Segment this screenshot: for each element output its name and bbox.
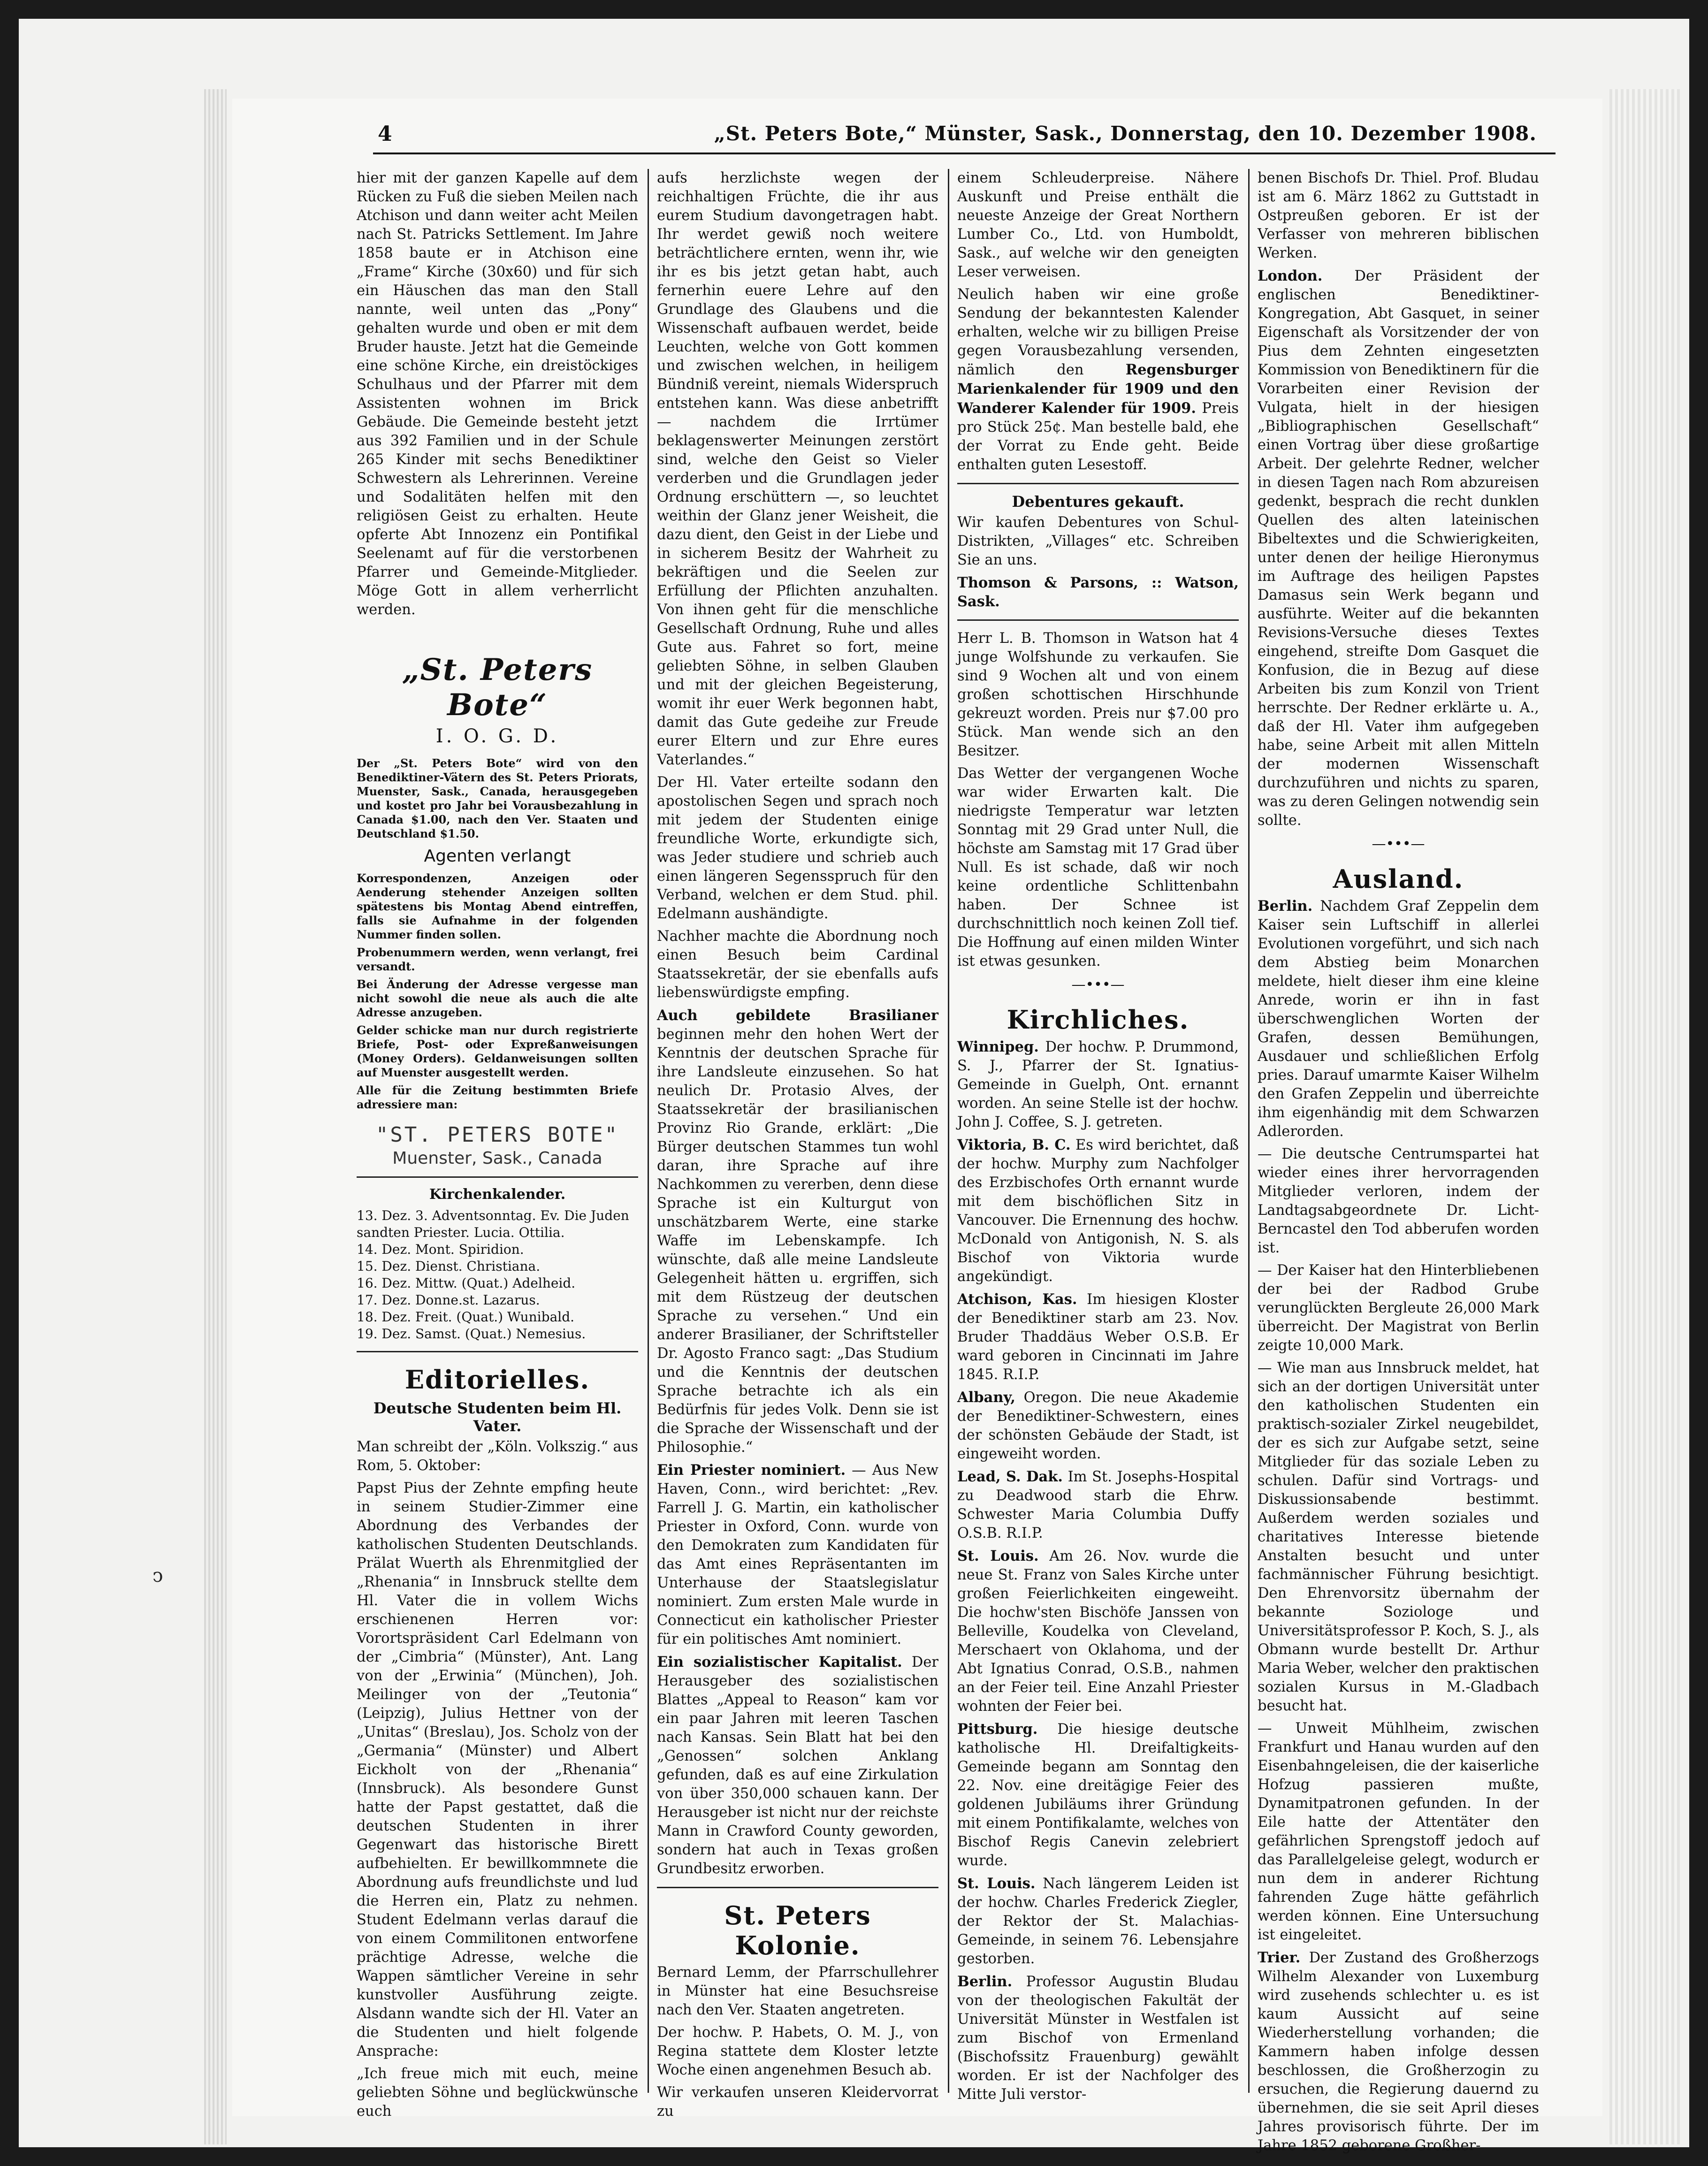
news-item: — Unweit Mühlheim, zwischen Frankfurt und Hanau wurden auf den Eisenbahngeleisen, die der kaiserliche Hofzug passieren mußte, Dynamitpatronen gefunden. In der Eile hatte der Attentäter den gefährlichen Sprengstoff jedoch auf das Parallelgeleise gelegt, wodurch er nun dem in anderer Richtung fahrenden Zuge hätte gefährlich werden können. Eine Untersuchung ist eingeleitet.	[1258, 1720, 1539, 1943]
article-paragraph: „Ich freue mich mit euch, meine geliebten Söhne und beglückwünsche euch	[357, 2066, 638, 2120]
calendar-entry: 19. Dez. Samst. (Quat.) Nemesius.	[357, 1326, 586, 1342]
article-title: Deutsche Studenten beim Hl. Vater.	[373, 1399, 622, 1435]
paragraph-text: Am 26. Nov. wurde die neue St. Franz von Sales Kirche unter großen Feierlichkeiten eingeweiht. Die hochw'sten Bischöfe Janssen von Belleville, Koudelka von Cleveland, Merschaert von Oklahoma, und der Abt Ignatius Conrad, O.S.B., nahmen an der Feier teil. Eine Anzahl Priester wohnten der Feier bei.	[957, 1548, 1239, 1715]
handwritten-note: Agenten verlangt	[424, 847, 571, 866]
paragraph-text: Oregon. Die neue Akademie der Benediktiner-Schwestern, eines der schönsten Gebäude der Stadt, ist eingeweiht worden.	[957, 1389, 1239, 1462]
news-item	[957, 1972, 1239, 2104]
paragraph-text: Nachdem Graf Zeppelin dem Kaiser sein Luftschiff in allerlei Evolutionen vorgeführt, und sich nach dem Abstieg beim Monarchen meldete, hielt dieser ihm eine kleine Anrede, worin er ihn in fast überschwenglichen Worten der Grafen, dessen Bemühungen, Ausdauer und schließlichen Erfolg pries. Darauf umarmte Kaiser Wilhelm den Grafen Zeppelin und überreichte ihm eigenhändig mit dem Schwarzen Adlerorden.	[1258, 898, 1539, 1140]
masthead-motto: I. O. G. D.	[435, 725, 559, 747]
dateline: Viktoria, B. C.	[957, 1136, 1071, 1153]
ornament-divider: —•••—	[1372, 836, 1425, 852]
paragraph-text: Im hiesigen Kloster der Benediktiner starb am 23. Nov. Bruder Thaddäus Weber O.S.B. Er ward geboren in Cincinnati im Jahre 1845. R.I.P.	[957, 1291, 1239, 1383]
dateline: St. Louis.	[957, 1548, 1039, 1564]
calendar-entry: 17. Dez. Donne.st. Lazarus.	[357, 1292, 540, 1308]
dateline: St. Louis.	[957, 1875, 1036, 1892]
dateline: Trier.	[1258, 1949, 1301, 1966]
news-item	[957, 1874, 1239, 1968]
news-item	[957, 1720, 1239, 1870]
paragraph-text: Nach längerem Leiden ist der hochw. Charles Frederick Ziegler, der Rektor der St. Malachias-Gemeinde, in seinem 76. Lebensjahre gestorben.	[957, 1876, 1239, 1967]
divider	[357, 1351, 638, 1352]
column-rule	[648, 169, 649, 2093]
article-paragraph: aufs herzlichste wegen der reichhaltigen Früchte, die ihr aus eurem Studium davongetragen habt. Ihr werdet gewiß noch weitere beträchtlichere ernten, wenn ihr, wie ihr es bis jetzt getan habt, auch fernerhin euere Lehre auf den Grundlage des Glaubens und die Wissenschaft aufbauen werdet, beide Leuchten, welche von Gott kommen und zwischen welchen, in heiligem Bündniß vereint, niemals Widerspruch entstehen kann. Was diese anbetrifft — nachdem die Irrtümer beklagenswerter Meinungen zerstört sind, welche den Geist so Vieler verderben und die Grundlagen jeder Ordnung erschüttern —, so leuchtet weithin der Glanz jener Weisheit, die dazu dient, den Geist in der Liebe und in sicherem Besitz der Wahrheit zu bekräftigen und die Seelen zur Erfüllung der Pflichten anzuhalten. Von ihnen geht für die menschliche Gesellschaft Ordnung, Ruhe und alles Gute aus. Fahret so fort, meine geliebten Söhne, in selben Glauben und mit der gleichen Begeisterung, womit ihr euer Werk begonnen habt, damit das Gute gedeihe zur Freude eurer Eltern und zur Ehre eures Vaterlandes.“	[657, 170, 938, 768]
article-paragraph: Bernard Lemm, der Pfarrschullehrer in Münster hat eine Besuchsreise nach den Ver. Staaten angetreten.	[657, 1964, 938, 2018]
article-paragraph: einem Schleuderpreise. Nähere Auskunft und Preise enthält die neueste Anzeige der Great Northern Lumber Co., Ltd. von Humboldt, Sask., auf welche wir den geneigten Leser verweisen.	[957, 170, 1239, 280]
calendar-title: Kirchenkalender.	[429, 1186, 566, 1203]
calendar-entry: 16. Dez. Mittw. (Quat.) Adelheid.	[357, 1275, 576, 1291]
publisher-note: Der „St. Peters Bote“ wird von den Benediktiner-Vätern des St. Peters Priorats, Muenster, Sask., Canada, herausgegeben und kostet pro Jahr bei Vorausbezahlung in Canada $1.00, nach den Ver. Staaten und Deutschland $1.50.	[357, 756, 638, 840]
dateline: Pittsburg.	[957, 1721, 1038, 1738]
article-paragraph	[657, 1653, 938, 1878]
calendar-titles: Regensburger Marienkalender für 1909 und den Wanderer Kalender für 1909.	[957, 361, 1239, 417]
paragraph-text: Im St. Josephs-Hospital zu Deadwood starb die Ehrw. Schwester Maria Columbia Duffy O.S.B. R.I.P.	[957, 1469, 1239, 1541]
page-number: 4	[378, 122, 392, 146]
ad-text: Wir kaufen Debentures von Schul-Distrikten, „Villages“ etc. Schreiben Sie an uns.	[957, 514, 1239, 568]
section-heading-kirchliches: Kirchliches.	[1006, 1005, 1190, 1035]
column-3	[957, 169, 1239, 2103]
divider	[657, 1887, 938, 1888]
news-item: — Wie man aus Innsbruck meldet, hat sich an der dortigen Universität unter den katholischen Studenten ein praktisch-sozialer Zirkel neugebildet, der es sich zur Aufgabe setzt, seine Mitglieder für das soziale Leben zu schulen. Dafür sind Vortrags- und Diskussionsabende bestimmt. Außerdem werden soziales und charitatives Interesse bietende Anstalten besucht und unter fachmännischer Führung besichtigt. Den Ehrenvorsitz übernahm der bekannte Soziologe und Universitätsprofessor P. Koch, S. J., als Obmann wurde bestellt Dr. Arthur Maria Weber, welcher den praktischen sozialen Kursus in M.-Gladbach besucht hat.	[1258, 1360, 1539, 1714]
calendar-entry: 15. Dez. Dienst. Christiana.	[357, 1258, 541, 1274]
masthead: „St. Peters Bote“	[402, 652, 593, 723]
dateline: Winnipeg.	[957, 1038, 1039, 1055]
dateline: Berlin.	[957, 1973, 1013, 1990]
ad-firm: Thomson & Parsons, :: Watson, Sask.	[957, 574, 1239, 610]
ad-heading: Debentures gekauft.	[1012, 493, 1184, 511]
margin-pencil-mark: ↄ	[152, 1565, 163, 1586]
article-paragraph: Herr L. B. Thomson in Watson hat 4 junge Wolfshunde zu verkaufen. Sie sind 9 Wochen alt und von einem großen schottischen Hirschhunde gekreuzt worden. Preis nur $7.00 pro Stück. Man wende sich an den Besitzer.	[957, 630, 1239, 759]
notice: Alle für die Zeitung bestimmten Briefe adressiere man:	[357, 1083, 638, 1111]
page-header	[232, 122, 1584, 164]
page-stack-edge	[1609, 89, 1680, 2144]
news-item	[1258, 1948, 1539, 2155]
section-heading-editorial: Editorielles.	[404, 1365, 590, 1395]
news-item	[957, 1547, 1239, 1716]
article-paragraph: Nachher machte die Abordnung noch einen Besuch beim Cardinal Staatssekretär, der sie ebenfalls aufs liebenswürdigste empfing.	[657, 928, 938, 1001]
news-item	[957, 1290, 1239, 1384]
article-paragraph: Papst Pius der Zehnte empfing heute in seinem Studier-Zimmer eine Abordnung des Verbandes der katholischen Studenten Deutschlands. Prälat Wuerth als Ehrenmitglied der „Rhenania“ in Innsbruck stellte dem Hl. Vater die in vollem Wichs erschienenen Herren vor: Vorortspräsident Carl Edelmann von der „Cimbria“ (Münster), Ant. Lang von der „Erwinia“ (München), Joh. Meilinger von der „Teutonia“ (Leipzig), Julius Hettner von der „Unitas“ (Breslau), Jos. Scholz von der „Germania“ (Münster) und Albert Eickholt von der „Rhenania“ (Innsbruck). Als besondere Gunst hatte der Papst gestattet, daß die deutschen Studenten in ihrer Gegenwart das historische Birett aufbehielten. Er bewillkommnete die Abordnung aufs freundlichste und lud die Herren ein, Platz zu nehmen. Student Edelmann verlas darauf die von einem Commilitonen entworfene prächtige Adresse, welche die Wappen sämtlicher Vereine in sehr kunstvoller Ausführung zeigte. Alsdann wandte sich der Hl. Vater an die Studenten und hielt folgende Ansprache:	[357, 1480, 638, 2059]
paragraph-text: beginnen mehr den hohen Wert der Kenntnis der deutschen Sprache für ihre Landsleute einzusehen. So hat neulich Dr. Protasio Alves, der Staatssekretär der brasilianischen Provinz Rio Grande, erklärt: „Die Bürger deutschen Stammes tun wohl daran, ihre Sprache auf ihre Nachkommen zu vererben, denn diese Sprache ist ein Kulturgut von unschätzbarem Werte, eine starke Waffe im Lebenskampfe. Ich wünschte, daß alle meine Landsleute Gelegenheit hätten u. ergriffen, sich mit dem Rüstzeug der deutschen Sprache zu versehen.“ Und ein anderer Brasilianer, der Schriftsteller Dr. Agosto Franco sagt: „Das Studium und die Kenntnis der deutschen Sprache betrachte ich als ein Bedürfnis für jedes Volk. Denn sie ist die Sprache der Wissenschaft und der Philosophie.“	[657, 1026, 938, 1456]
address-stamp-location: Muenster, Sask., Canada	[392, 1149, 602, 1168]
article-paragraph: Wir verkaufen unseren Kleidervorrat zu	[657, 2084, 938, 2120]
column-4	[1258, 169, 1539, 2154]
ornament-divider: —•••—	[1071, 976, 1125, 993]
article-paragraph: hier mit der ganzen Kapelle auf dem Rücken zu Fuß die sieben Meilen nach Atchison und dann weiter acht Meilen nach St. Patricks Settlement. Im Jahre 1858 baute er in Atchison eine „Frame“ Kirche (30x60) und für sich ein Häuschen das man den Stall nannte, weil unten das „Pony“ gehalten wurde und oben er mit dem Bruder hauste. Jetzt hat die Gemeinde eine schöne Kirche, ein dreistöckiges Schulhaus und der Pfarrer mit dem Assistenten wohnen im Brick Gebäude. Die Gemeinde besteht jetzt aus 392 Familien und in der Schule 265 Kinder mit sechs Benediktiner Schwestern als Lehrerinnen. Vereine und Sodalitäten helfen mit den religiösen Geist zu erhalten. Heute opferte Abt Innozenz ein Pontifikal Seelenamt auf für die verstorbenen Pfarrer und Gemeinde-Mitglieder. Möge Gott in allem verherrlicht werden.	[357, 170, 638, 618]
divider	[357, 1176, 638, 1178]
divider	[957, 619, 1239, 621]
dateline: London.	[1258, 267, 1323, 284]
article-paragraph: Man schreibt der „Köln. Volkszig.“ aus Rom, 5. Oktober:	[357, 1439, 638, 1474]
paragraph-lead: Ein sozialistischer Kapitalist.	[657, 1654, 902, 1670]
news-item: — Die deutsche Centrumspartei hat wieder eines ihrer hervorragenden Mitglieder verloren, indem der Landtagsabgeordnete Dr. Licht-Berncastel den Tod abberufen worden ist.	[1258, 1146, 1539, 1256]
paragraph-text: Die hiesige deutsche katholische Hl. Dreifaltigkeits-Gemeinde begann am Sonntag den 22. Nov. eine dreitägige Feier des goldenen Jubiläums ihrer Gründung mit einem Pontifikalamte, welches von Bischof Regis Canevin zelebriert wurde.	[957, 1721, 1239, 1869]
calendar-entry: 18. Dez. Freit. (Quat.) Wunibald.	[357, 1309, 575, 1325]
notice: Gelder schicke man nur durch registrierte Briefe, Post- oder Expreßanweisungen (Money Orders). Geldanweisungen sollten auf Muenster ausgestellt werden.	[357, 1023, 638, 1079]
paragraph-text: Preis pro Stück 25¢. Man bestelle bald, ehe der Vorrat zu Ende geht. Beide enthalten guten Lesestoff.	[957, 400, 1239, 473]
dateline: Albany,	[957, 1389, 1015, 1406]
news-item	[1258, 897, 1539, 1141]
column-rule	[948, 169, 949, 2093]
article-paragraph: Der hochw. P. Habets, O. M. J., von Regina stattete dem Kloster letzte Woche einen angenehmen Besuch ab.	[657, 2024, 938, 2078]
binding-edge	[204, 89, 227, 2144]
paragraph-lead: Auch gebildete Brasilianer	[657, 1007, 938, 1024]
calendar-entry: 14. Dez. Mont. Spiridion.	[357, 1242, 524, 1257]
paragraph-text: Der Zustand des Großherzogs Wilhelm Alexander von Luxemburg wird zusehends schlechter u. es ist kaum Aussicht auf seine Wiederherstellung vorhanden; die Kammern haben infolge dessen beschlossen, die Großherzogin zu ersuchen, die Regierung dauernd zu übernehmen, die sie seit April dieses Jahres provisorisch führte. Der im Jahre 1852 geborene Großher-	[1258, 1950, 1539, 2154]
dateline: Lead, S. Dak.	[957, 1468, 1063, 1485]
article-paragraph	[957, 285, 1239, 474]
notice: Probenummern werden, wenn verlangt, frei versandt.	[357, 946, 638, 973]
notice: Korrespondenzen, Anzeigen oder Aenderung stehender Anzeigen sollten spätestens bis Montag Abend eintreffen, falls sie Aufnahme in der folgenden Nummer finden sollen.	[357, 871, 638, 941]
article-paragraph	[657, 1461, 938, 1649]
paragraph-text: — Aus New Haven, Conn., wird berichtet: „Rev. Farrell J. G. Martin, ein katholischer Priester in Oxford, Conn. wurde von den Demokraten zum Kandidaten für das Amt eines Repräsentanten im Unterhause der Staatslegislatur nominiert. Zum ersten Male wurde in Connecticut ein katholischer Priester für ein politisches Amt nominiert.	[657, 1462, 938, 1647]
address-stamp: "ST. PETERS BOTE"	[375, 1123, 619, 1147]
divider	[957, 483, 1239, 484]
section-heading-kolonie: St. Peters Kolonie.	[724, 1900, 871, 1960]
header-rule	[373, 153, 1556, 154]
newspaper-page	[152, 99, 1602, 2154]
notice: Bei Änderung der Adresse vergesse man nicht sowohl die neue als auch die alte Adresse anzugeben.	[357, 977, 638, 1019]
paragraph-text: Es wird berichtet, daß der hochw. Murphy zum Nachfolger des Erzbischofes Orth ernannt wurde mit dem bischöflichen Sitz in Vancouver. Die Ernennung des hochw. McDonald von Antigonish, N. S. als Bischof von Viktoria wurde angekündigt.	[957, 1137, 1239, 1285]
news-item: benen Bischofs Dr. Thiel. Prof. Bludau ist am 6. März 1862 zu Guttstadt in Ostpreußen geboren. Er ist der Verfasser von mehreren biblischen Werken.	[1258, 170, 1539, 261]
dateline: Atchison, Kas.	[957, 1291, 1077, 1308]
news-item	[957, 1136, 1239, 1286]
calendar-entry: 13. Dez. 3. Adventsonntag. Ev. Die Juden sandten Priester. Lucia. Ottilia.	[357, 1208, 629, 1240]
news-item: — Der Kaiser hat den Hinterbliebenen der bei der Radbod Grube verunglückten Bergleute 26,000 Mark überreicht. Der Magistrat von Berlin zeigte 10,000 Mark.	[1258, 1262, 1539, 1354]
news-item	[957, 1467, 1239, 1543]
article-paragraph	[657, 1006, 938, 1457]
column-2	[657, 169, 938, 2120]
news-item	[957, 1037, 1239, 1132]
column-rule	[1248, 169, 1250, 2093]
news-item	[957, 1388, 1239, 1464]
page-header-title: „St. Peters Bote,“ Münster, Sask., Donnerstag, den 10. Dezember 1908.	[714, 122, 1537, 145]
section-heading-ausland: Ausland.	[1333, 864, 1464, 894]
paragraph-text: Professor Augustin Bludau von der theologischen Fakultät der Universität Münster in Westfalen ist zum Bischof von Ermenland (Bischofssitz Frauenburg) gewählt worden. Er ist der Nachfolger des Mitte Juli verstor-	[957, 1974, 1239, 2103]
column-1	[357, 169, 638, 2120]
dateline: Berlin.	[1258, 898, 1313, 915]
news-item	[1258, 267, 1539, 830]
scan-frame	[19, 19, 1689, 2154]
paragraph-text: Der hochw. P. Drummond, S. J., Pfarrer der St. Ignatius-Gemeinde in Guelph, Ont. ernannt worden. An seine Stelle ist der hochw. John J. Coffee, S. J. getreten.	[957, 1039, 1239, 1130]
paragraph-text: Der Herausgeber des sozialistischen Blattes „Appeal to Reason“ kam vor ein paar Jahren mit leeren Taschen nach Kansas. Sein Blatt hat bei den „Genossen“ solchen Anklang gefunden, daß es auf eine Zirkulation von über 350,000 schauen kann. Der Herausgeber ist nicht nur der reichste Mann in Crawford County geworden, sondern hat auch in Texas großen Grundbesitz erworben.	[657, 1654, 938, 1877]
paragraph-lead: Ein Priester nominiert.	[657, 1462, 846, 1479]
article-paragraph: Das Wetter der vergangenen Woche war wider Erwarten kalt. Die niedrigste Temperatur war letzten Sonntag mit 29 Grad unter Null, die höchste am Samstag mit 17 Grad über Null. Es ist schade, daß wir noch keine ordentliche Schlittenbahn haben. Der Schnee ist durchschnittlich noch keinen Zoll tief. Die Hoffnung auf einen milden Winter ist etwas gesunken.	[957, 765, 1239, 969]
paragraph-text: Neulich haben wir eine große Sendung der bekanntesten Kalender erhalten, welche wir zu billigen Preise gegen Vorausbezahlung versenden, nämlich den	[957, 286, 1239, 378]
article-paragraph: Der Hl. Vater erteilte sodann den apostolischen Segen und sprach noch mit jedem der Studenten einige freundliche Worte, erkundigte sich, was Jeder studiere und schrieb auch einen längeren Segensspruch für den Verband, welchen er dem Stud. phil. Edelmann aushändigte.	[657, 774, 938, 922]
paragraph-text: Der Präsident der englischen Benediktiner-Kongregation, Abt Gasquet, in seiner Eigenschaft als Vorsitzender der von Pius dem Zehnten eingesetzten Kommission von Benediktinern für die Vorarbeiten einer Revision der Vulgata, hielt in der hiesigen „Bibliographischen Gesellschaft“ einen Vortrag über diese großartige Arbeit. Der gelehrte Redner, welcher in diesen Tagen nach Rom abzureisen gedenkt, besprach die recht dunklen Quellen des alten lateinischen Bibeltextes und die Schwierigkeiten, unter denen der heilige Hieronymus im Auftrage des heiligen Papstes Damasus sein Werk begann und ausführte. Weiter auf die bekannten Revisions-Versuche dieses Textes eingehend, streifte Dom Gasquet die Konfusion, die in Bezug auf diese Arbeiten bis zum Konzil von Trient herrschte. Der Redner erklärte u. A., daß der Hl. Vater ihm aufgegeben habe, seine Arbeit mit allen Mitteln der modernen Wissenschaft durchzuführen und nichts zu sparen, was zu deren Gelingen notwendig sein sollte.	[1258, 268, 1539, 829]
